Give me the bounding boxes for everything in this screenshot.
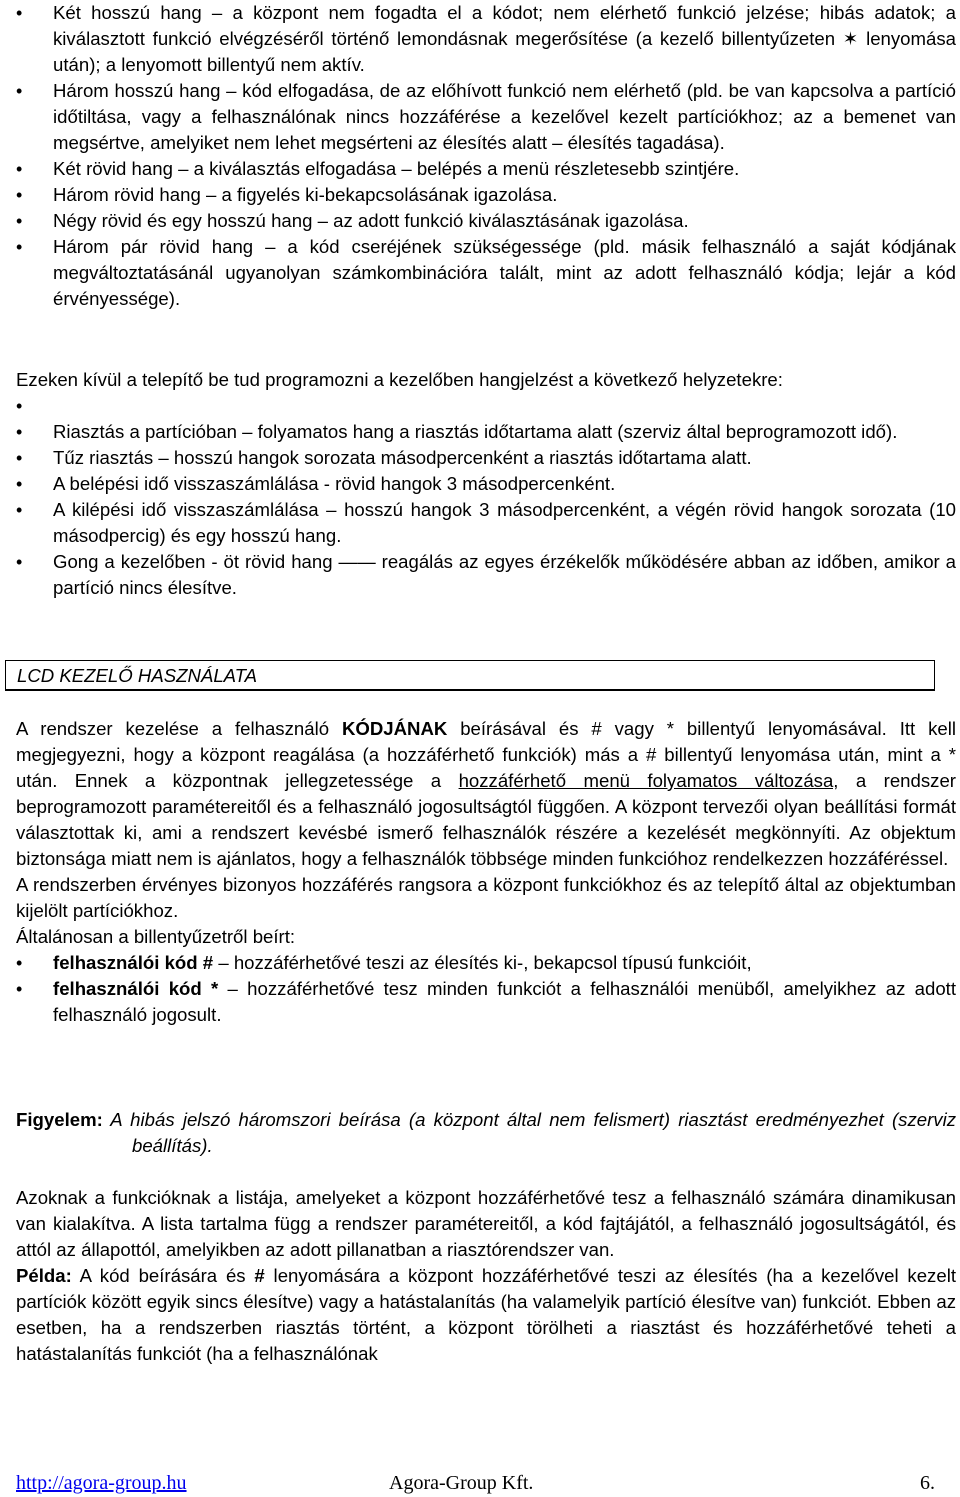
list-item: • Négy rövid és egy hosszú hang – az adott funkció kiválasztásának igazolása.	[0, 208, 960, 234]
example-paragraph: Példa: A kód beírására és # lenyomására a központ hozzáférhetővé teszi az élesítés (ha a kezelővel kezelt partíciók között egyik sincs élesítve) vagy a hatástalanítás (ha valamelyik partíció élesítve van) funkciót. Ebben az esetben, ha a rendszerben riasztás történt, a központ törölheti a riasztást és hozzáférhetővé teheti a hatástalanítás funkciót (ha a felhasználónak	[16, 1265, 956, 1364]
list-item: • Két hosszú hang – a központ nem fogadta el a kódot; nem elérhető funkció jelzése; hibás adatok; a kiválasztott funkció elvégzéséről történő lemondásnak megerősítése (a kezelő billentyűzeten ✶ lenyomása után); a lenyomott billentyű nem aktív.	[0, 0, 960, 78]
list-item: • Három hosszú hang – kód elfogadása, de az előhívott funkció nem elérhető (pld. be van kapcsolva a partíció időtiltása, vagy a felhasználónak nincs hozzáférése a kezelővel kezelt partíciókhoz; az a bemenet van megsértve, amelyiket nem lehet megsérteni az élesítés alatt – élesítés tagadása).	[0, 78, 960, 156]
signal-list	[0, 0, 960, 312]
page-footer	[0, 1470, 960, 1496]
function-list-block	[0, 1185, 960, 1367]
list-item: • Két rövid hang – a kiválasztás elfogadása – belépés a menü részletesebb szintjére.	[0, 156, 960, 182]
list-item: • Gong a kezelőben - öt rövid hang —— reagálás az egyes érzékelők működésére abban az időben, amikor a partíció nincs élesítve.	[0, 549, 960, 601]
list-item: • Riasztás a partícióban – folyamatos hang a riasztás időtartama alatt (szerviz által beprogramozott idő).	[0, 419, 960, 445]
list-item: • A belépési idő visszaszámlálása - rövid hangok 3 másodpercenként.	[0, 471, 960, 497]
list-item: • Három rövid hang – a figyelés ki-bekapcsolásának igazolása.	[0, 182, 960, 208]
extra-signal-list	[0, 393, 960, 601]
extra-signals-block	[0, 367, 960, 601]
list-item: • Három pár rövid hang – a kód cseréjének szükségessége (pld. másik felhasználó a saját kódjának megváltoztatásánál ugyanolyan számkombinációra talált, mint az adott felhasználó kódja; lejár a kód érvényessége).	[0, 234, 960, 312]
list-item: • Tűz riasztás – hosszú hangok sorozata másodpercenként a riasztás időtartama alatt.	[0, 445, 960, 471]
usage-paragraph: A rendszer kezelése a felhasználó KÓDJÁNAK beírásával és # vagy * billentyű lenyomásával. Itt kell megjegyezni, hogy a központ reagálása (a hozzáférhető funkciók) más a # billentyű lenyomása után, mint a * után. Ennek a központnak jellegzetessége a hozzáférhető menü folyamatos változása, a rendszer beprogramozott paramétereitől és a felhasználó jogosultságtól függően. A központ tervezői olyan beállítási formát választottak ki, ami a rendszert kevésbé ismerő felhasználók részére a kezelését megkönnyíti. Az objektum biztonsága miatt nem is ajánlatos, hogy a felhasználók többsége minden funkcióhoz rendelkezzen hozzáféréssel.	[16, 718, 957, 869]
intro-paragraph: Ezeken kívül a telepítő be tud programozni a kezelőben hangjelzést a következő helyzetekre:	[16, 369, 783, 390]
function-list-paragraph: Azoknak a funkcióknak a listája, amelyeket a központ hozzáférhetővé tesz a felhasználó számára dinamikusan van kialakítva. A lista tartalma függ a rendszer paramétereitől, a kód fajtájától, a felhasználó jogosultságától, és attól az állapottól, amelyikben az adott pillanatban a riasztórendszer van.	[16, 1187, 956, 1260]
company-name: Agora-Group Kft.	[389, 1472, 534, 1494]
underlined-text: hozzáférhető menü folyamatos változása,	[458, 770, 839, 791]
general-paragraph: Általánosan a billentyűzetről beírt:	[16, 926, 296, 947]
top-bullet-block	[0, 0, 960, 312]
page-number: 6.	[920, 1472, 935, 1494]
ranking-paragraph: A rendszerben érvényes bizonyos hozzáférés rangsora a központ funkciókhoz és az telepítő által az objektumban kijelölt partíciókhoz.	[16, 874, 956, 921]
list-item: • felhasználói kód # – hozzáférhetővé teszi az élesítés ki-, bekapcsol típusú funkcióit,	[0, 950, 960, 976]
list-item: • A kilépési idő visszaszámlálása – hosszú hangok 3 másodpercenként, a végén rövid hangok sorozata (10 másodpercig) és egy hosszú hang.	[0, 497, 960, 549]
list-item: • felhasználói kód * – hozzáférhetővé tesz minden funkciót a felhasználói menüből, amelyikhez az adott felhasználó jogosult.	[0, 976, 960, 1028]
website-link[interactable]: http://agora-group.hu	[16, 1472, 187, 1494]
code-list	[0, 950, 960, 1028]
warning-block	[0, 1107, 960, 1159]
lcd-usage-block	[0, 716, 960, 1028]
warning-paragraph: Figyelem: A hibás jelszó háromszori beírása (a központ által nem felismert) riasztást eredményezhet (szerviz beállítás).	[16, 1109, 956, 1156]
section-title: LCD KEZELŐ HASZNÁLATA	[17, 665, 258, 686]
section-title-box	[5, 660, 935, 691]
empty-list-item	[0, 393, 960, 419]
